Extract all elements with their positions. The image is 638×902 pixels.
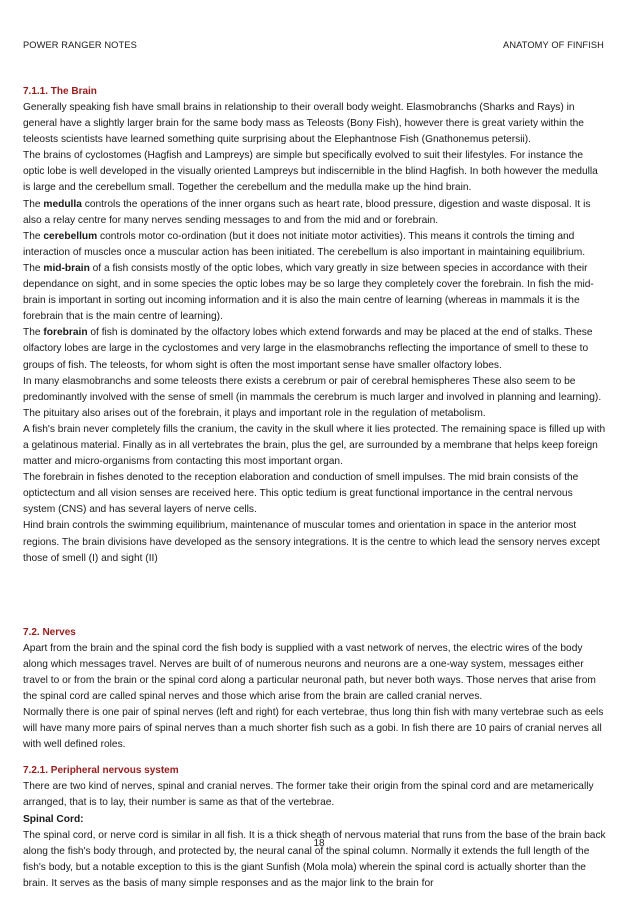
brain-paragraph-10: Hind brain controls the swimming equilibrium, maintenance of muscular tomes and orientation in space in the anterior most regions. The brain divisions have developed as the sensory integrations. It is the centre to which lead the sensory nerves except those of smell (I) and sight (II) <box>23 520 600 564</box>
text-segment: The <box>23 230 44 242</box>
nerves-paragraph-2: Normally there is one pair of spinal nerves (left and right) for each vertebrae, thus long thin fish with many vertebrae such as eels will have many more pairs of spinal nerves than a much shorter fish such as a gobi. In fish there are 10 pairs of cranial nerves all with well defined roles. <box>23 707 604 751</box>
header-right: ANATOMY OF FINFISH <box>503 40 604 50</box>
nerves-paragraph-1: Apart from the brain and the spinal cord the fish body is supplied with a vast network of nerves, the electric wires of the body along which messages travel. Nerves are built of of numerous neurons and neurons are a one-way system, messages either travel to or from the brain or the spinal cord along a particular neuronal path, but never both ways. Those nerves that arise from the spinal cord are called spinal nerves and those which arise from the brain are called cranial nerves. <box>23 642 596 702</box>
brain-paragraph-cerebellum <box>23 229 607 261</box>
text-segment: of fish is dominated by the olfactory lobes which extend forwards and may be placed at the end of stalks. These olfactory lobes are large in the cyclostomes and very large in the elasmobranchs reflecting the importance of smell to these to groups of fish. The teleosts, for whom sight is often the most important sense have smaller olfactory lobes. <box>23 327 593 371</box>
spinal-cord-heading-text: Spinal Cord: <box>23 813 84 825</box>
term-midbrain: mid-brain <box>43 262 90 274</box>
term-forebrain: forebrain <box>43 327 88 339</box>
brain-paragraph-8: A fish's brain never completely fills the cranium, the cavity in the skull where it lies protected. The remaining space is filled up with a gelatinous material. Finally as in all vertebrates the brain, plus the gel, are surrounded by a membrane that helps keep foreign matter and micro-organisms from contacting this most important organ. <box>23 423 606 468</box>
brain-paragraph-7: In many elasmobranchs and some teleosts there exists a cerebrum or pair of cerebral hemispheres These also seem to be predominantly involved with the sense of smell (in mammals the cerebrum is much larger and involved in planning and learning). The pituitary also arises out of the forebrain, it plays and important role in the regulation of metabolism. <box>23 375 602 419</box>
brain-paragraph-forebrain <box>23 325 607 373</box>
brain-paragraph-1: Generally speaking fish have small brains in relationship to their overall body weight. Elasmobranchs (Sharks and Rays) in general have a slightly larger brain for the same body mass as Teleosts (Bony Fish), however there is great variety within the teleosts scientists have learned something quite surprising about the Elephantnose Fish (Gnathonemus petersii). <box>23 102 584 146</box>
peripheral-paragraph-1: There are two kind of nerves, spinal and cranial nerves. The former take their origin from the spinal cord and are metamerically arranged, that is to lay, their number is same as that of the vertebrae. <box>23 781 594 809</box>
brain-heading: 7.1.1. The Brain <box>23 86 97 97</box>
text-segment: controls the operations of the inner organs such as heart rate, blood pressure, digestion and waste disposal. It is also a relay centre for many nerves sending messages to and from the mid and or forebrain. <box>23 198 591 226</box>
text-segment: The <box>23 327 44 339</box>
nerves-heading: 7.2. Nerves <box>23 626 76 638</box>
section-spacer <box>23 567 607 625</box>
text-segment: controls motor co-ordination (but it does not initiate motor activities). This means it controls the timing and interaction of muscles once a muscular action has been initiated. The cerebellum is also important in maintaining equilibrium. <box>23 230 586 258</box>
header-left: POWER RANGER NOTES <box>23 40 137 50</box>
text-segment: The <box>23 262 44 274</box>
brain-paragraph-midbrain <box>23 261 607 325</box>
running-header <box>23 40 604 50</box>
page-content <box>23 84 607 892</box>
term-medulla: medulla <box>43 198 82 210</box>
peripheral-heading: 7.2.1. Peripheral nervous system <box>23 765 179 777</box>
brain-paragraph-9: The forebrain in fishes denoted to the reception elaboration and conduction of smell impulses. The mid brain consists of the optictectum and all vision senses are received here. This optic tedium is great functional importance in the central nervous system (CNS) and has several layers of nerve cells. <box>23 472 579 516</box>
text-segment: The <box>23 198 44 210</box>
text-segment: of a fish consists mostly of the optic lobes, which vary greatly in size between species in accordance with their dependance on sight, and in some species the optic lobes may be so large they completely cover the forebrain. In fish the mid-brain is important in sorting out incoming information and it is also the main centre of learning (whereas in mammals it is the forebrain that is the main centre of learning). <box>23 262 594 323</box>
section-spacer <box>23 753 607 763</box>
term-cerebellum: cerebellum <box>43 230 98 242</box>
brain-paragraph-2: The brains of cyclostomes (Hagfish and Lampreys) are simple but specifically evolved to suit their lifestyles. For instance the optic lobe is well developed in the visually oriented Lampreys but indiscernible in the blind Hagfish. In both however the medulla is large and the cerebellum small. Together the cerebellum and the medulla make up the hind brain. <box>23 150 598 194</box>
page-number: 18 <box>313 838 325 849</box>
brain-paragraph-medulla <box>23 197 607 229</box>
peripheral-paragraph-2: The spinal cord, or nerve cord is similar in all fish. It is a thick sheath of nervous material that runs from the base of the brain back along the fish's body through, and protected by, the neural canal of the spinal column. Normally it extends the full length of the fish's body, but a notable exception to this is the giant Sunfish (Mola mola) wherein the spinal cord is actually shorter than the brain. It serves as the basis of many simple responses and as the major link to the brain for <box>23 829 606 889</box>
spinal-cord-heading <box>23 812 607 828</box>
